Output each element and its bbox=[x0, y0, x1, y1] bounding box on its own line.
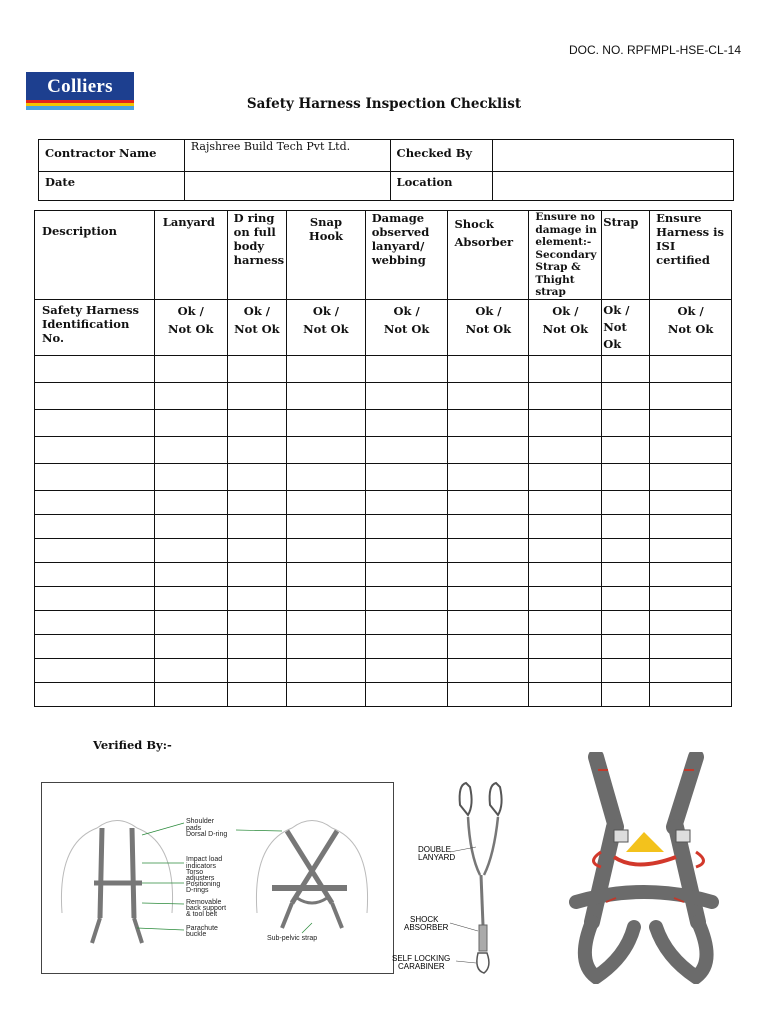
strap-status: Ok / Not Ok bbox=[602, 299, 650, 355]
checked-by-label: Checked By bbox=[390, 140, 493, 172]
contractor-name-value: Rajshree Build Tech Pvt Ltd. bbox=[184, 140, 390, 172]
diagram-label: adjusters bbox=[186, 875, 215, 882]
location-value bbox=[493, 172, 734, 201]
lanyard-label: LANYARD bbox=[418, 853, 456, 862]
table-row bbox=[35, 634, 732, 658]
diagram-label: Sub-pelvic strap bbox=[267, 935, 318, 942]
diagram-label: Positioning bbox=[186, 881, 221, 888]
lanyard-label: CARABINER bbox=[398, 962, 445, 971]
document-number: DOC. NO. RPFMPL-HSE-CL-14 bbox=[568, 43, 741, 57]
column-header-d-ring: D ring on full body harness bbox=[227, 211, 287, 300]
column-header-description: Description bbox=[35, 211, 155, 300]
table-row bbox=[35, 514, 732, 538]
inspection-table bbox=[34, 210, 732, 707]
table-row bbox=[35, 538, 732, 562]
table-row bbox=[35, 658, 732, 682]
lanyard-status: Ok / Not Ok bbox=[154, 299, 227, 355]
table-row bbox=[35, 586, 732, 610]
table-row bbox=[35, 610, 732, 634]
diagram-label: & tool belt bbox=[186, 911, 218, 918]
location-label: Location bbox=[390, 172, 493, 201]
diagram-label: Dorsal D-ring bbox=[186, 831, 228, 838]
contractor-name-label: Contractor Name bbox=[39, 140, 185, 172]
diagram-label: back support bbox=[186, 905, 227, 912]
table-row bbox=[35, 355, 732, 382]
diagram-label: D-rings bbox=[186, 887, 209, 894]
diagram-label: Parachute bbox=[186, 925, 218, 932]
diagram-label: pads bbox=[186, 825, 202, 832]
diagram-label: Shoulder bbox=[186, 818, 215, 825]
table-row bbox=[35, 463, 732, 490]
harness-photo bbox=[556, 752, 732, 984]
column-header-lanyard: Lanyard bbox=[154, 211, 227, 300]
harness-diagram bbox=[41, 782, 394, 974]
column-header-isi-certified: Ensure Harness is ISI certified bbox=[650, 211, 732, 300]
column-header-snap-hook: Snap Hook bbox=[287, 211, 366, 300]
snap-hook-status: Ok / Not Ok bbox=[287, 299, 366, 355]
diagram-label: buckle bbox=[186, 931, 207, 938]
verified-by-label: Verified By:- bbox=[93, 738, 172, 752]
lanyard-label: DOUBLE bbox=[418, 845, 451, 854]
lanyard-label: SELF LOCKING bbox=[392, 954, 451, 963]
header-info-table bbox=[38, 139, 734, 201]
date-label: Date bbox=[39, 172, 185, 201]
lanyard-label: ABSORBER bbox=[404, 923, 449, 932]
table-row bbox=[35, 562, 732, 586]
table-row bbox=[35, 382, 732, 409]
secondary-strap-status: Ok / Not Ok bbox=[529, 299, 602, 355]
column-header-damage-observed: Damage observed lanyard/ webbing bbox=[365, 211, 448, 300]
column-header-shock-absorber: Shock Absorber bbox=[448, 211, 529, 300]
diagram-label: Impact load bbox=[186, 856, 223, 863]
diagram-label: indicators bbox=[186, 863, 216, 870]
isi-certified-status: Ok / Not Ok bbox=[650, 299, 732, 355]
d-ring-status: Ok / Not Ok bbox=[227, 299, 287, 355]
diagram-label: Removable bbox=[186, 899, 222, 906]
double-lanyard-image bbox=[388, 775, 508, 985]
lanyard-label: SHOCK bbox=[410, 915, 439, 924]
date-value bbox=[184, 172, 390, 201]
table-row bbox=[35, 436, 732, 463]
damage-status: Ok / Not Ok bbox=[365, 299, 448, 355]
table-row bbox=[35, 409, 732, 436]
table-row bbox=[35, 682, 732, 706]
diagram-label: Torso bbox=[186, 869, 204, 876]
page-title: Safety Harness Inspection Checklist bbox=[246, 96, 522, 112]
table-row bbox=[35, 490, 732, 514]
identification-number-label: Safety Harness Identification No. bbox=[35, 299, 155, 355]
checked-by-value bbox=[493, 140, 734, 172]
column-header-secondary-strap: Ensure no damage in element:- Secondary Strap & Thight strap bbox=[529, 211, 602, 300]
logo-text: Colliers bbox=[47, 76, 113, 97]
column-header-strap: Strap bbox=[602, 211, 650, 300]
shock-absorber-status: Ok / Not Ok bbox=[448, 299, 529, 355]
